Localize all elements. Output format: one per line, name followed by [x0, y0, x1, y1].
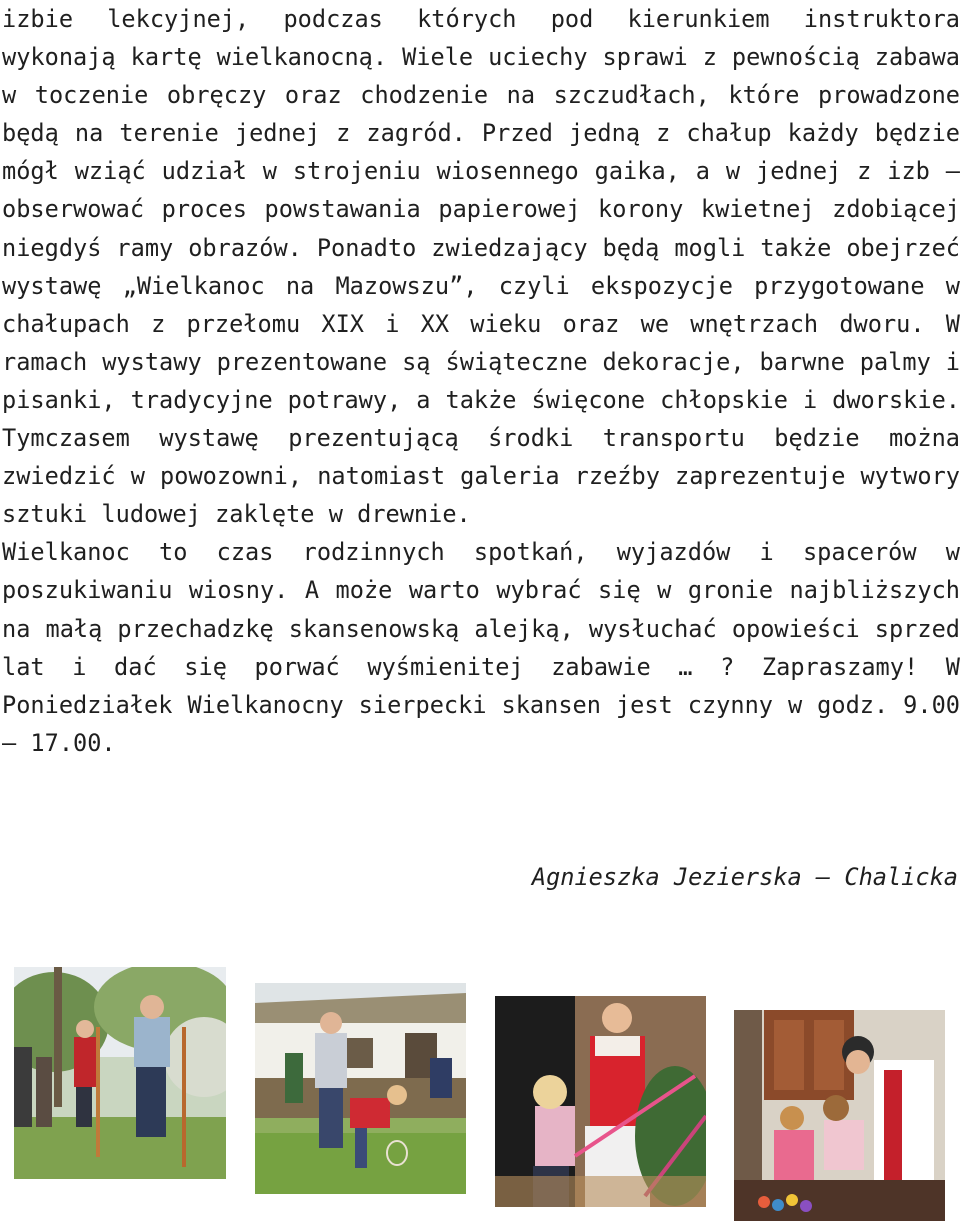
paragraph-activities: izbie lekcyjnej, podczas których pod kierunkiem instruktora wykonają kartę wielkanocną. Wiele uciechy sprawi z pewnością zabawa w toczenie obręczy oraz chodzenie na szczudłach, które prowadzone będą na terenie jednej z zagród. Przed jedną z chałup każdy będzie mógł wziąć udział w strojeniu wiosennego gaika, a w jednej z izb – obserwować proces powstawania papierowej korony kwietnej zdobiącej niegdyś ramy obrazów. Ponadto zwiedzający będą mogli także obejrzeć wystawę „Wielkanoc na Mazowszu”, czyli ekspozycje przygotowane w chałupach z przełomu XIX i XX wieku oraz we wnętrzach dworu. W ramach wystawy prezentowane są świąteczne dekoracje, barwne palmy i pisanki, tradycyjne potrawy, a także święcone chłopskie i dworskie. Tymczasem wystawę prezentującą środki transportu będzie można zwiedzić w powozowni, natomiast galeria rzeźby zaprezentuje wytwory sztuki ludowej zaklęte w drewnie. — [2, 5, 960, 529]
photo-hoop-rolling — [255, 983, 466, 1194]
photo-gaik-decorating — [495, 996, 706, 1207]
article-body — [2, 0, 960, 762]
photo-stilt-walking — [14, 967, 226, 1179]
author-signature: Agnieszka Jezierska – Chalicka — [531, 863, 958, 891]
paragraph-invitation: Wielkanoc to czas rodzinnych spotkań, wyjazdów i spacerów w poszukiwaniu wiosny. A może warto wybrać się w gronie najbliższych na małą przechadzkę skansenowską alejką, wysłuchać opowieści sprzed lat i dać się porwać wyśmienitej zabawie … ? Zapraszamy! W Poniedziałek Wielkanocny sierpecki skansen jest czynny w godz. 9.00 – 17.00. — [2, 538, 960, 757]
photo-paper-crown — [734, 1010, 945, 1221]
